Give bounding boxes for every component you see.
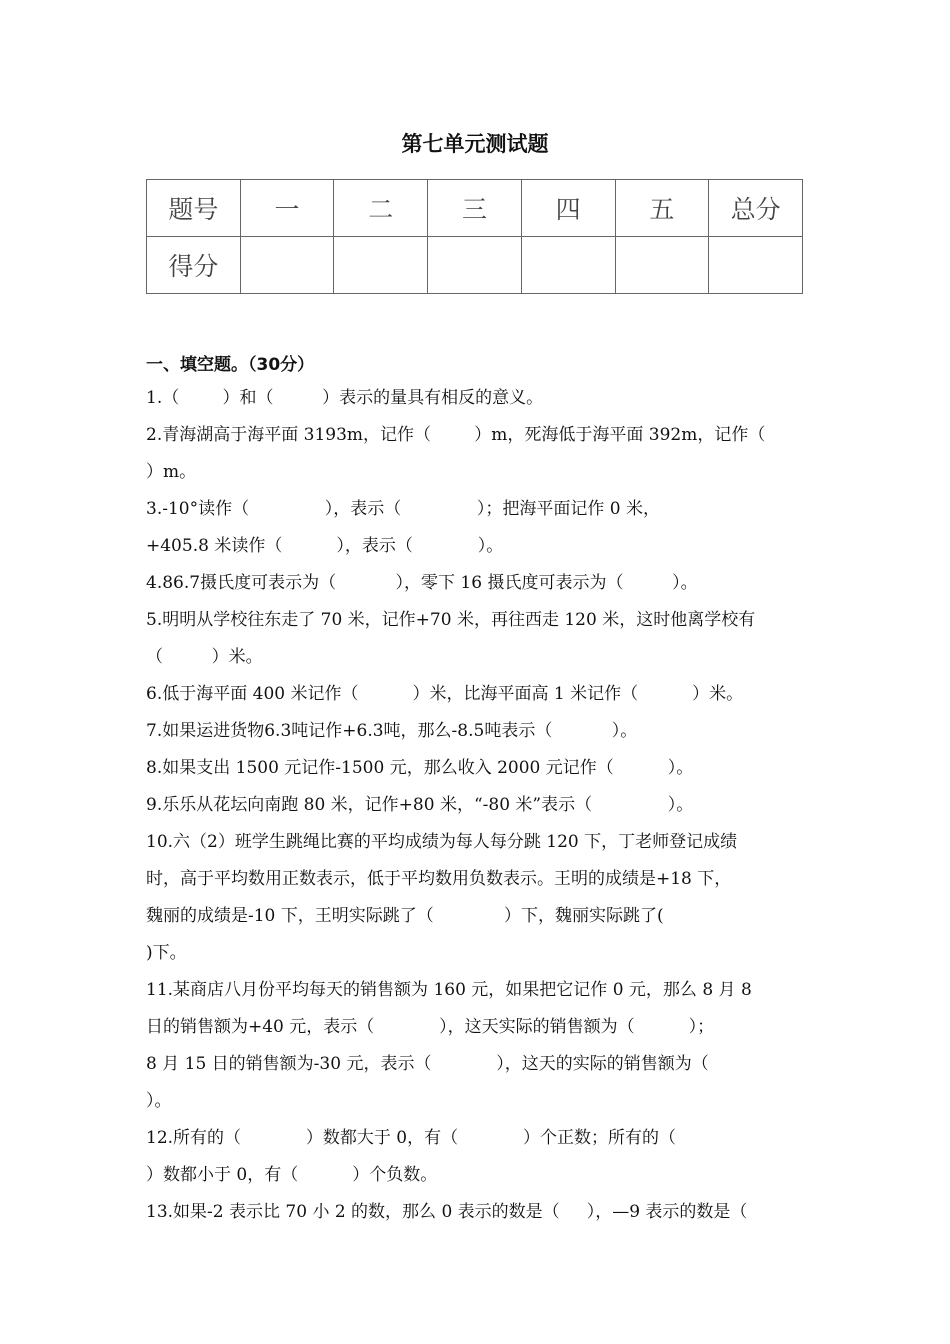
question-4 bbox=[146, 565, 810, 602]
score-table-header-cell: 五 bbox=[615, 180, 709, 237]
question-3 bbox=[146, 491, 810, 565]
question-line: 8 月 15 日的销售额为-30 元，表示（ ），这天的实际的销售额为（ bbox=[146, 1054, 709, 1074]
question-10 bbox=[146, 824, 810, 972]
score-table-header-cell: 二 bbox=[334, 180, 428, 237]
question-8 bbox=[146, 750, 810, 787]
question-line: 日的销售额为+40 元，表示（ ），这天实际的销售额为（ ）； bbox=[146, 1017, 715, 1037]
question-6 bbox=[146, 676, 810, 713]
score-table-header-cell: 三 bbox=[428, 180, 522, 237]
score-table-header-cell: 四 bbox=[521, 180, 615, 237]
question-9 bbox=[146, 787, 810, 824]
question-line: 6.低于海平面 400 米记作（ ）米，比海平面高 1 米记作（ ）米。 bbox=[146, 684, 744, 704]
question-line: 4.86.7摄氏度可表示为（ ），零下 16 摄氏度可表示为（ ）。 bbox=[146, 573, 698, 593]
question-2 bbox=[146, 417, 810, 491]
question-line: 1.（ ）和（ ）表示的量具有相反的意义。 bbox=[146, 388, 544, 408]
question-7 bbox=[146, 713, 810, 750]
score-table-header-row bbox=[147, 180, 803, 237]
score-cell[interactable] bbox=[428, 237, 522, 294]
score-table-header-cell: 总分 bbox=[709, 180, 803, 237]
question-line: 8.如果支出 1500 元记作-1500 元，那么收入 2000 元记作（ ）。 bbox=[146, 758, 694, 778]
score-cell[interactable] bbox=[240, 237, 334, 294]
question-line: 9.乐乐从花坛向南跑 80 米，记作+80 米，“-80 米”表示（ ）。 bbox=[146, 795, 694, 815]
question-line: ）。 bbox=[146, 1091, 172, 1111]
question-line: 魏丽的成绩是-10 下，王明实际跳了（ ）下，魏丽实际跳了( bbox=[146, 906, 664, 926]
question-12 bbox=[146, 1120, 810, 1194]
question-line: （ ）米。 bbox=[146, 647, 263, 667]
section-heading: 一、填空题。（30分） bbox=[146, 355, 315, 375]
score-table bbox=[146, 179, 803, 294]
score-table-score-row bbox=[147, 237, 803, 294]
score-cell[interactable] bbox=[615, 237, 709, 294]
question-line: 10.六（2）班学生跳绳比赛的平均成绩为每人每分跳 120 下，丁老师登记成绩 bbox=[146, 832, 738, 852]
question-line: ）数都小于 0，有（ ）个负数。 bbox=[146, 1165, 438, 1185]
question-line: 13.如果-2 表示比 70 小 2 的数，那么 0 表示的数是（ ），—9 表示的数是（ bbox=[146, 1202, 748, 1222]
question-line: 7.如果运进货物6.3吨记作+6.3吨，那么-8.5吨表示（ ）。 bbox=[146, 721, 638, 741]
score-row-label: 得分 bbox=[147, 237, 241, 294]
score-cell[interactable] bbox=[334, 237, 428, 294]
question-line: 3.-10°读作（ ），表示（ ）；把海平面记作 0 米， bbox=[146, 499, 661, 519]
question-1 bbox=[146, 380, 810, 417]
question-5 bbox=[146, 602, 810, 676]
question-line: +405.8 米读作（ ），表示（ ）。 bbox=[146, 536, 504, 556]
question-line: 时，高于平均数用正数表示，低于平均数用负数表示。王明的成绩是+18 下， bbox=[146, 869, 732, 889]
question-line: 5.明明从学校往东走了 70 米，记作+70 米，再往西走 120 米，这时他离学校有 bbox=[146, 610, 756, 630]
score-cell[interactable] bbox=[521, 237, 615, 294]
score-table-header-cell: 题号 bbox=[147, 180, 241, 237]
question-13 bbox=[146, 1194, 810, 1231]
page-title: 第七单元测试题 bbox=[401, 132, 549, 156]
question-11 bbox=[146, 972, 810, 1120]
score-table-header-cell: 一 bbox=[240, 180, 334, 237]
score-cell[interactable] bbox=[709, 237, 803, 294]
question-line: 11.某商店八月份平均每天的销售额为 160 元，如果把它记作 0 元，那么 8 月 8 bbox=[146, 980, 752, 1000]
question-line: )下。 bbox=[146, 943, 187, 963]
question-line: 12.所有的（ ）数都大于 0，有（ ）个正数；所有的（ bbox=[146, 1128, 676, 1148]
question-line: 2.青海湖高于海平面 3193m，记作（ ）m，死海低于海平面 392m，记作（ bbox=[146, 425, 766, 445]
question-line: ）m。 bbox=[146, 462, 197, 482]
